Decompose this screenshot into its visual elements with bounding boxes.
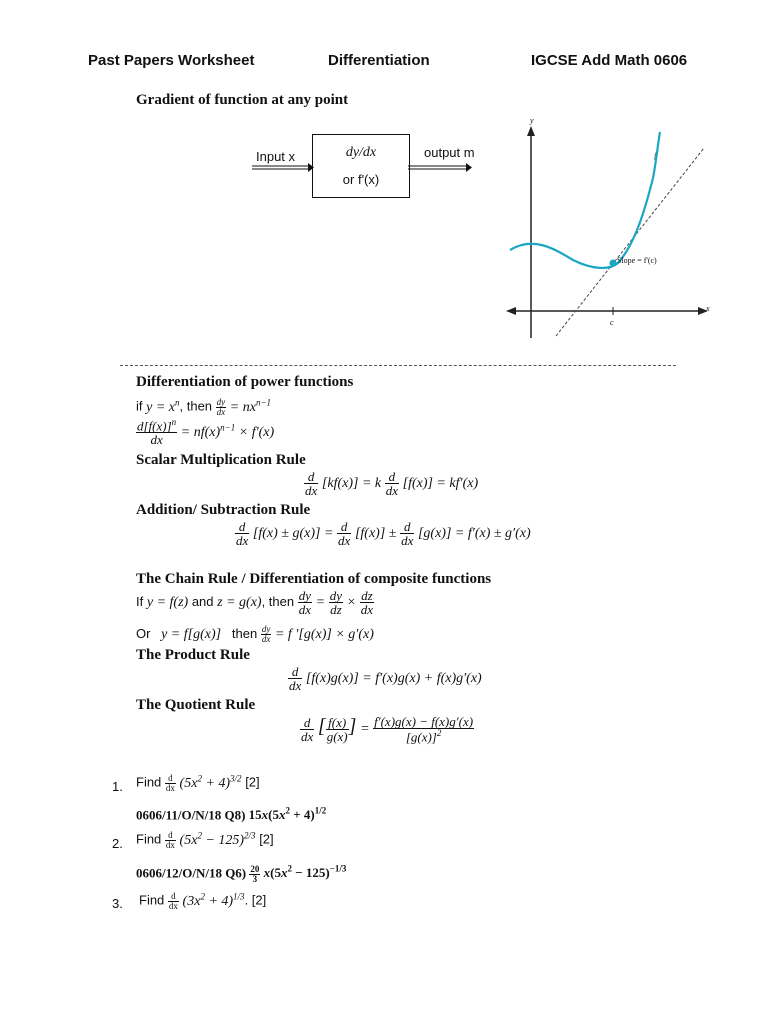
header-center: Differentiation (328, 52, 430, 69)
power-line2: $\frac{d[f(x)]^n}{dx}$ = $nf(x)^{n-1} \times f'(x)$ (137, 417, 275, 448)
derivative-box (312, 134, 410, 198)
box-line2: or f'(x) (342, 172, 380, 187)
question-1-find: Find (136, 774, 162, 790)
tangent-graph (498, 118, 718, 348)
header-right: IGCSE Add Math 0606 (531, 52, 688, 69)
power-line1: if $y = x^n$, then $\frac{dy}{dx}$ = $nx^{n-1}$ (136, 396, 272, 417)
quotient-formula: $\frac{d}{dx}$ [ $\frac{f(x)}{g(x)}$ ] = $\frac{f'(x)g(x) - f(x)g'(x)}{[g(x)]^2}$ (301, 714, 474, 745)
chain-or: Or (136, 625, 151, 641)
question-3: Find $\frac{d}{dx}$ $(3x^2 + 4)^{1/3}$. [2] (139, 890, 267, 911)
box-line1: dy/dx (345, 145, 377, 160)
gradient-title: Gradient of function at any point (136, 92, 349, 108)
input-label: Input x (256, 149, 296, 164)
add-formula: $\frac{d}{dx}$ [f(x) ± g(x)] = $\frac{d}{dx}$ [f(x)] ± $\frac{d}{dx}$ [g(x)] = f′(x) ± g′(x) (236, 519, 531, 548)
graph-c-label: c (610, 318, 614, 327)
product-formula: $\frac{d}{dx}$ [f(x)g(x)] = f′(x)g(x) + f(x)g′(x) (289, 664, 482, 693)
scalar-title: Scalar Multiplication Rule (136, 452, 306, 468)
chain-line1: If y = f(z) and z = g(x), then $\frac{dy}{dx}$ = $\frac{dy}{dz}$ × $\frac{dz}{dx}$ (136, 588, 373, 617)
product-title: The Product Rule (136, 647, 250, 663)
output-arrow (408, 163, 472, 173)
answer-1: 0606/11/O/N/18 Q8) $15x(5x^2 + 4)^{1/2}$ (136, 806, 327, 823)
question-1-num: 1. (112, 779, 123, 794)
power-then: , then (179, 398, 213, 414)
section-divider (120, 365, 676, 366)
graph-slope-label: Slope = f'(c) (617, 256, 657, 265)
chain-line2: Or y = f[g(x)] then $\frac{dy}{dx}$ = f ′[g(x)] × g′(x) (136, 624, 374, 644)
quotient-title: The Quotient Rule (136, 697, 256, 713)
answer-1-ref: 0606/11/O/N/18 Q8) (136, 807, 246, 823)
output-label: output m (424, 145, 475, 160)
power-title: Differentiation of power functions (136, 374, 354, 390)
chain-then: , then (261, 593, 295, 609)
graph-y-label: y (530, 116, 534, 125)
graph-x-label: x (706, 304, 710, 313)
question-2-marks: [2] (259, 831, 274, 847)
input-arrow (252, 163, 314, 173)
add-title: Addition/ Subtraction Rule (136, 502, 311, 518)
question-2-find: Find (136, 831, 162, 847)
graph-f-label: f (654, 151, 657, 160)
chain-title: The Chain Rule / Differentiation of composite functions (136, 571, 492, 587)
question-1: Find $\frac{d}{dx}$ $(5x^2 + 4)^{3/2}$ [2] (136, 772, 260, 793)
question-2-num: 2. (112, 836, 123, 851)
question-3-find: Find (139, 892, 165, 908)
question-2: Find $\frac{d}{dx}$ $(5x^2 - 125)^{2/3}$ [2] (136, 829, 274, 850)
chain-if: If (136, 593, 144, 609)
answer-2: 0606/12/O/N/18 Q6) $\frac{20}{3}$ $x(5x^2 - 125)^{-1/3}$ (136, 863, 347, 884)
header-left: Past Papers Worksheet (88, 52, 255, 69)
chain-and: and (191, 593, 214, 609)
power-if: if (136, 398, 143, 414)
chain-then2: then (231, 625, 258, 641)
question-3-marks: . [2] (244, 892, 267, 908)
answer-2-ref: 0606/12/O/N/18 Q6) (136, 865, 247, 881)
question-1-marks: [2] (245, 774, 260, 790)
scalar-formula: $\frac{d}{dx}$ [kf(x)] = k $\frac{d}{dx}$ [f(x)] = kf′(x) (305, 469, 479, 498)
question-3-num: 3. (112, 896, 123, 911)
